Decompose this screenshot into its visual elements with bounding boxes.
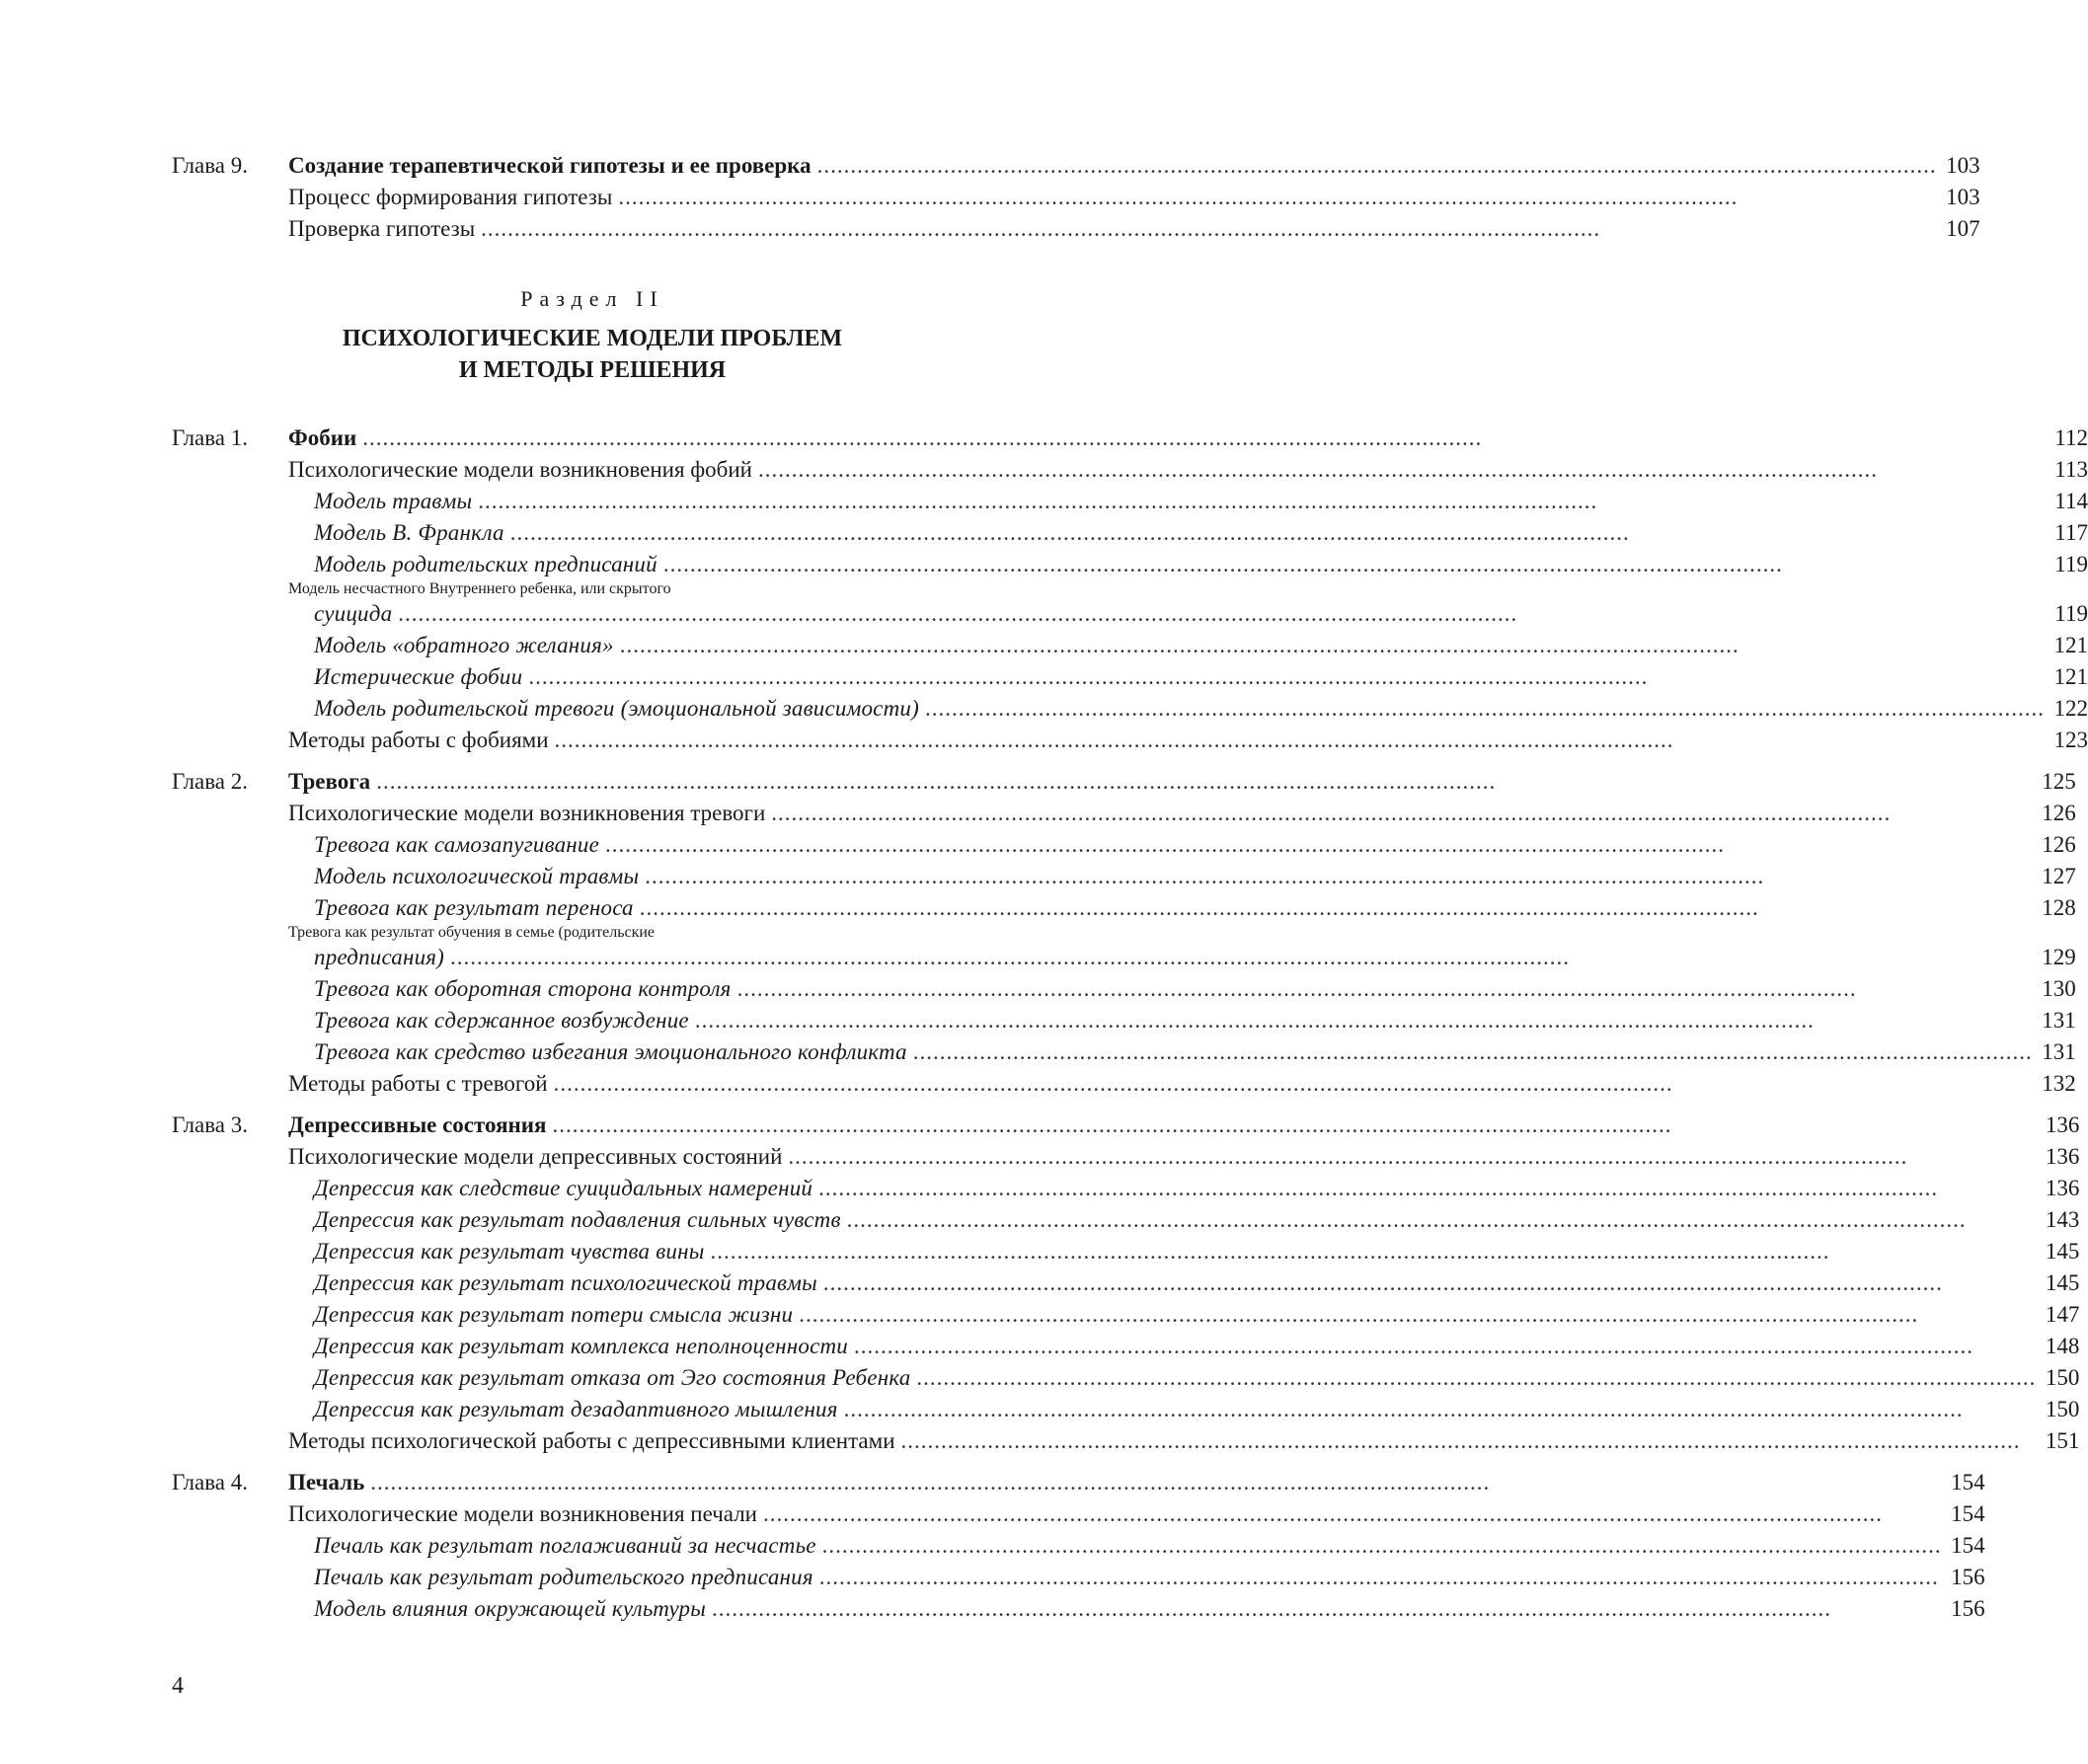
entry-page-number: 123 [2053, 728, 2088, 752]
chapter-4 [172, 1467, 1985, 1625]
leader-dots [847, 1204, 2037, 1236]
entry-page-number: 126 [2042, 801, 2076, 825]
entry-title: Депрессия как результат потери смысла жизни [314, 1302, 794, 1327]
toc-entry [288, 973, 2076, 1005]
entry-page-number: 154 [1951, 1533, 1985, 1558]
leader-dots [913, 1036, 2033, 1068]
entry-title: Проверка гипотезы [288, 216, 476, 241]
chapter-1 [172, 422, 2088, 756]
entry-title: Модель влияния окружающей культуры [314, 1596, 707, 1621]
leader-dots [799, 1299, 2036, 1331]
entry-page-number: 125 [2042, 769, 2076, 794]
entry-page-number: 107 [1946, 216, 1980, 241]
leader-dots [510, 517, 2045, 549]
entry-title: Тревога [288, 769, 371, 794]
toc-entry [288, 766, 2076, 798]
section-title [0, 323, 1185, 386]
leader-dots [554, 1068, 2033, 1100]
entry-page-number: 156 [1951, 1565, 1985, 1589]
entry-title: Депрессия как результат подавления сильных чувств [314, 1207, 841, 1232]
entry-page-number: 117 [2054, 520, 2088, 545]
toc-block-top [172, 150, 1980, 245]
toc-entry [288, 486, 2088, 517]
leader-dots [817, 150, 1937, 182]
page-number: 4 [172, 1673, 184, 1699]
entry-page-number: 119 [2054, 552, 2088, 576]
entry-title: Депрессия как результат дезадаптивного мышления [314, 1397, 838, 1421]
entry-page-number: 131 [2042, 1039, 2076, 1064]
toc-entry [288, 213, 1980, 245]
leader-dots [788, 1141, 2036, 1173]
entry-page-number: 119 [2054, 601, 2088, 626]
leader-dots [528, 661, 2045, 693]
leader-dots [737, 973, 2033, 1005]
section-label: Раздел II [520, 286, 664, 311]
toc-entry [288, 1068, 2076, 1100]
entry-title: Модель родительской тревоги (эмоциональной зависимости) [314, 696, 919, 721]
entry-title: Депрессия как результат психологической травмы [314, 1270, 817, 1295]
toc-entry [288, 422, 2088, 454]
entry-title: Депрессия как результат чувства вины [314, 1239, 705, 1264]
entry-page-number: 154 [1951, 1470, 1985, 1495]
entry-title: Методы работы с фобиями [288, 728, 549, 752]
toc-entry [288, 861, 2076, 892]
section-title-line: И МЕТОДЫ РЕШЕНИЯ [458, 357, 727, 383]
leader-dots [552, 1110, 2036, 1141]
entry-page-number: 147 [2045, 1302, 2080, 1327]
leader-dots [398, 598, 2045, 630]
toc-entry [288, 1141, 2079, 1173]
entry-title: Модель травмы [314, 489, 473, 513]
entry-title: Тревога как самозапугивание [314, 832, 600, 857]
leader-dots [844, 1394, 2037, 1425]
toc-entry [288, 1562, 1985, 1593]
entry-page-number: 150 [2045, 1397, 2080, 1421]
leader-dots [758, 454, 2045, 486]
entry-page-number: 136 [2045, 1144, 2080, 1169]
entry-title: Истерические фобии [314, 664, 523, 689]
entry-page-number: 148 [2045, 1334, 2080, 1358]
leader-dots [481, 213, 1936, 245]
chapter-label: Глава 3. [172, 1112, 249, 1137]
leader-dots [370, 1467, 1941, 1498]
entry-page-number: 103 [1946, 153, 1980, 178]
entry-title: Процесс формирования гипотезы [288, 185, 613, 209]
leader-dots [854, 1331, 2036, 1362]
entry-title: Тревога как средство избегания эмоционального конфликта [314, 1039, 907, 1064]
entry-title: Психологические модели возникновения печали [288, 1501, 757, 1526]
leader-dots [710, 1236, 2036, 1267]
leader-dots [763, 1498, 1942, 1530]
toc-entry [288, 549, 2088, 580]
entry-title: Депрессивные состояния [288, 1112, 547, 1137]
entry-page-number: 154 [1951, 1501, 1985, 1526]
entry-title: Тревога как результат переноса [314, 895, 634, 920]
entry-page-number: 126 [2042, 832, 2076, 857]
leader-dots [605, 829, 2033, 861]
leader-dots [822, 1530, 1942, 1562]
entry-page-number: 121 [2053, 633, 2088, 657]
entry-title: Модель «обратного желания» [314, 633, 614, 657]
toc-entry [288, 798, 2076, 829]
toc-entry [288, 598, 2088, 630]
entry-page-number: 136 [2045, 1112, 2080, 1137]
entry-page-number: 103 [1946, 185, 1980, 209]
entry-page-number: 145 [2045, 1239, 2080, 1264]
toc-entry [288, 517, 2088, 549]
leader-dots [376, 766, 2033, 798]
toc-entry [288, 1299, 2079, 1331]
leader-dots [819, 1562, 1942, 1593]
toc-entry [288, 1204, 2079, 1236]
leader-dots [771, 798, 2032, 829]
leader-dots [645, 861, 2032, 892]
toc-entry [288, 1267, 2079, 1299]
entry-title: Тревога как оборотная сторона контроля [314, 976, 732, 1001]
entry-title: Модель В. Франкла [314, 520, 504, 545]
entry-page-number: 132 [2042, 1071, 2076, 1096]
toc-entry [288, 1005, 2076, 1036]
chapter-label: Глава 2. [172, 769, 249, 794]
toc-entry [288, 1331, 2079, 1362]
entry-page-number: 113 [2054, 457, 2088, 482]
leader-dots [712, 1593, 1942, 1625]
entry-title: Методы психологической работы с депрессивными клиентами [288, 1428, 895, 1453]
entry-page-number: 121 [2053, 664, 2088, 689]
leader-dots [450, 942, 2033, 973]
entry-page-number: 129 [2042, 945, 2076, 969]
leader-dots [823, 1267, 2037, 1299]
leader-dots [362, 422, 2045, 454]
entry-title: Тревога как сдержанное возбуждение [314, 1008, 689, 1033]
chapter-2 [172, 766, 2076, 1100]
leader-dots [620, 630, 2045, 661]
entry-title: Модель психологической травмы [314, 864, 640, 888]
entry-page-number: 112 [2054, 425, 2088, 450]
toc-entry [288, 150, 1980, 182]
toc-entry [288, 661, 2088, 693]
leader-dots [901, 1425, 2037, 1457]
entry-page-number: 150 [2045, 1365, 2080, 1390]
entry-page-number: 127 [2042, 864, 2076, 888]
chapter-label: Глава 1. [172, 425, 249, 450]
chapter-label: Глава 9. [172, 153, 249, 178]
toc-entry [288, 1467, 1985, 1498]
leader-dots [640, 892, 2033, 924]
toc-block-main [172, 422, 2088, 1625]
entry-page-number: 114 [2054, 489, 2088, 513]
entry-page-number: 131 [2042, 1008, 2076, 1033]
toc-entry [288, 1425, 2079, 1457]
toc-entry [288, 1110, 2079, 1141]
leader-dots [618, 182, 1936, 213]
toc-entry-wrapped-line: Модель несчастного Внутреннего ребенка, или скрытого [288, 580, 671, 597]
entry-title: Методы работы с тревогой [288, 1071, 548, 1096]
entry-title: суицида [314, 601, 393, 626]
entry-title: Депрессия как результат комплекса неполноценности [314, 1334, 849, 1358]
toc-entry [288, 942, 2076, 973]
entry-title: Психологические модели депрессивных состояний [288, 1144, 783, 1169]
section-title-line: ПСИХОЛОГИЧЕСКИЕ МОДЕЛИ ПРОБЛЕМ [342, 326, 843, 351]
toc-entry [288, 1498, 1985, 1530]
leader-dots [695, 1005, 2033, 1036]
entry-page-number: 156 [1951, 1596, 1985, 1621]
entry-page-number: 122 [2053, 696, 2088, 721]
toc-entry [288, 1593, 1985, 1625]
leader-dots [478, 486, 2045, 517]
leader-dots [663, 549, 2045, 580]
entry-title: Депрессия как результат отказа от Эго состояния Ребенка [314, 1365, 911, 1390]
toc-entry [288, 829, 2076, 861]
toc-entry [288, 1173, 2079, 1204]
toc-entry [288, 1236, 2079, 1267]
toc-entry [288, 630, 2088, 661]
toc-entry [288, 1036, 2076, 1068]
entry-title: предписания) [314, 945, 445, 969]
entry-title: Создание терапевтической гипотезы и ее проверка [288, 153, 812, 178]
entry-title: Печаль как результат родительского предписания [314, 1565, 813, 1589]
toc-entry [288, 1394, 2079, 1425]
leader-dots [818, 1173, 2036, 1204]
entry-page-number: 128 [2042, 895, 2076, 920]
leader-dots [555, 725, 2045, 756]
toc-entry [288, 182, 1980, 213]
toc-entry [288, 1362, 2079, 1394]
toc-entry-wrapped-line: Тревога как результат обучения в семье (родительские [288, 924, 656, 941]
chapter-label: Глава 4. [172, 1470, 249, 1495]
entry-page-number: 130 [2042, 976, 2076, 1001]
leader-dots [925, 693, 2045, 725]
entry-page-number: 143 [2045, 1207, 2080, 1232]
entry-page-number: 136 [2045, 1176, 2080, 1200]
entry-title: Депрессия как следствие суицидальных намерений [314, 1176, 813, 1200]
chapter-9 [172, 150, 1980, 245]
entry-title: Печаль [288, 1470, 365, 1495]
chapter-3 [172, 1110, 2080, 1457]
toc-entry [288, 693, 2088, 725]
toc-entry [288, 892, 2076, 924]
toc-entry [288, 725, 2088, 756]
entry-title: Психологические модели возникновения фобий [288, 457, 752, 482]
entry-title: Модель родительских предписаний [314, 552, 657, 576]
entry-title: Фобии [288, 425, 357, 450]
leader-dots [916, 1362, 2036, 1394]
toc-entry [288, 1530, 1985, 1562]
entry-title: Психологические модели возникновения тревоги [288, 801, 766, 825]
toc-entry [288, 454, 2088, 486]
entry-page-number: 145 [2045, 1270, 2080, 1295]
entry-page-number: 151 [2045, 1428, 2080, 1453]
entry-title: Печаль как результат поглаживаний за несчастье [314, 1533, 816, 1558]
